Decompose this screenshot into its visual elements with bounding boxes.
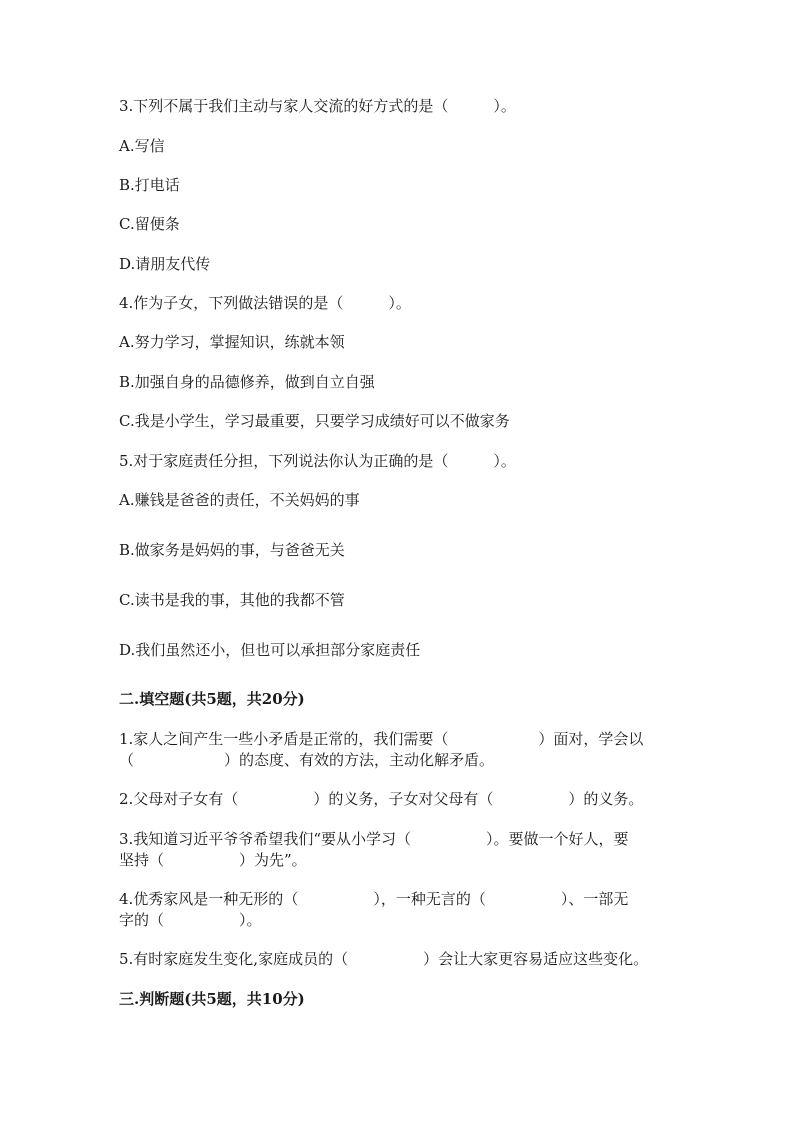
fill-item-2-line-1: 2.父母对子女有（ ）的义务，子女对父母有（ ）的义务。 — [119, 790, 644, 808]
section-judge-title: 三.判断题(共5题，共10分) — [119, 990, 305, 1008]
question-4-option-b: B.加强自身的品德修养，做到自立自强 — [119, 373, 375, 391]
question-3-option-b: B.打电话 — [119, 176, 180, 194]
fill-item-4-line-1: 4.优秀家风是一种无形的（ ），一种无言的（ ）、一部无 — [119, 890, 629, 908]
section-fill-title: 二.填空题(共5题，共20分) — [119, 690, 305, 708]
question-5-option-b: B.做家务是妈妈的事，与爸爸无关 — [119, 541, 345, 559]
question-4-option-a: A.努力学习，掌握知识，练就本领 — [119, 333, 345, 351]
question-3-option-c: C.留便条 — [119, 215, 180, 233]
question-4-option-c: C.我是小学生，学习最重要，只要学习成绩好可以不做家务 — [119, 412, 510, 430]
question-5-option-a: A.赚钱是爸爸的责任，不关妈妈的事 — [119, 491, 360, 509]
question-5-option-d: D.我们虽然还小，但也可以承担部分家庭责任 — [119, 641, 421, 659]
question-4-stem: 4.作为子女，下列做法错误的是（ ）。 — [119, 294, 411, 312]
fill-item-1-line-2: （ ）的态度、有效的方法，主动化解矛盾。 — [119, 751, 495, 769]
fill-item-3-line-2: 坚持（ ）为先”。 — [119, 851, 307, 869]
question-3-option-a: A.写信 — [119, 137, 165, 155]
fill-item-1-line-1: 1.家人之间产生一些小矛盾是正常的，我们需要（ ）面对，学会以 — [119, 730, 644, 748]
fill-item-4-line-2: 字的（ ）。 — [119, 911, 262, 929]
question-3-stem: 3.下列不属于我们主动与家人交流的好方式的是（ ）。 — [119, 97, 516, 115]
question-5-stem: 5.对于家庭责任分担，下列说法你认为正确的是（ ）。 — [119, 452, 516, 470]
fill-item-5-line-1: 5.有时家庭发生变化,家庭成员的（ ）会让大家更容易适应这些变化。 — [119, 950, 649, 968]
question-5-option-c: C.读书是我的事，其他的我都不管 — [119, 591, 345, 609]
fill-item-3-line-1: 3.我知道习近平爷爷希望我们“要从小学习（ ）。要做一个好人，要 — [119, 830, 629, 848]
question-3-option-d: D.请朋友代传 — [119, 255, 211, 273]
